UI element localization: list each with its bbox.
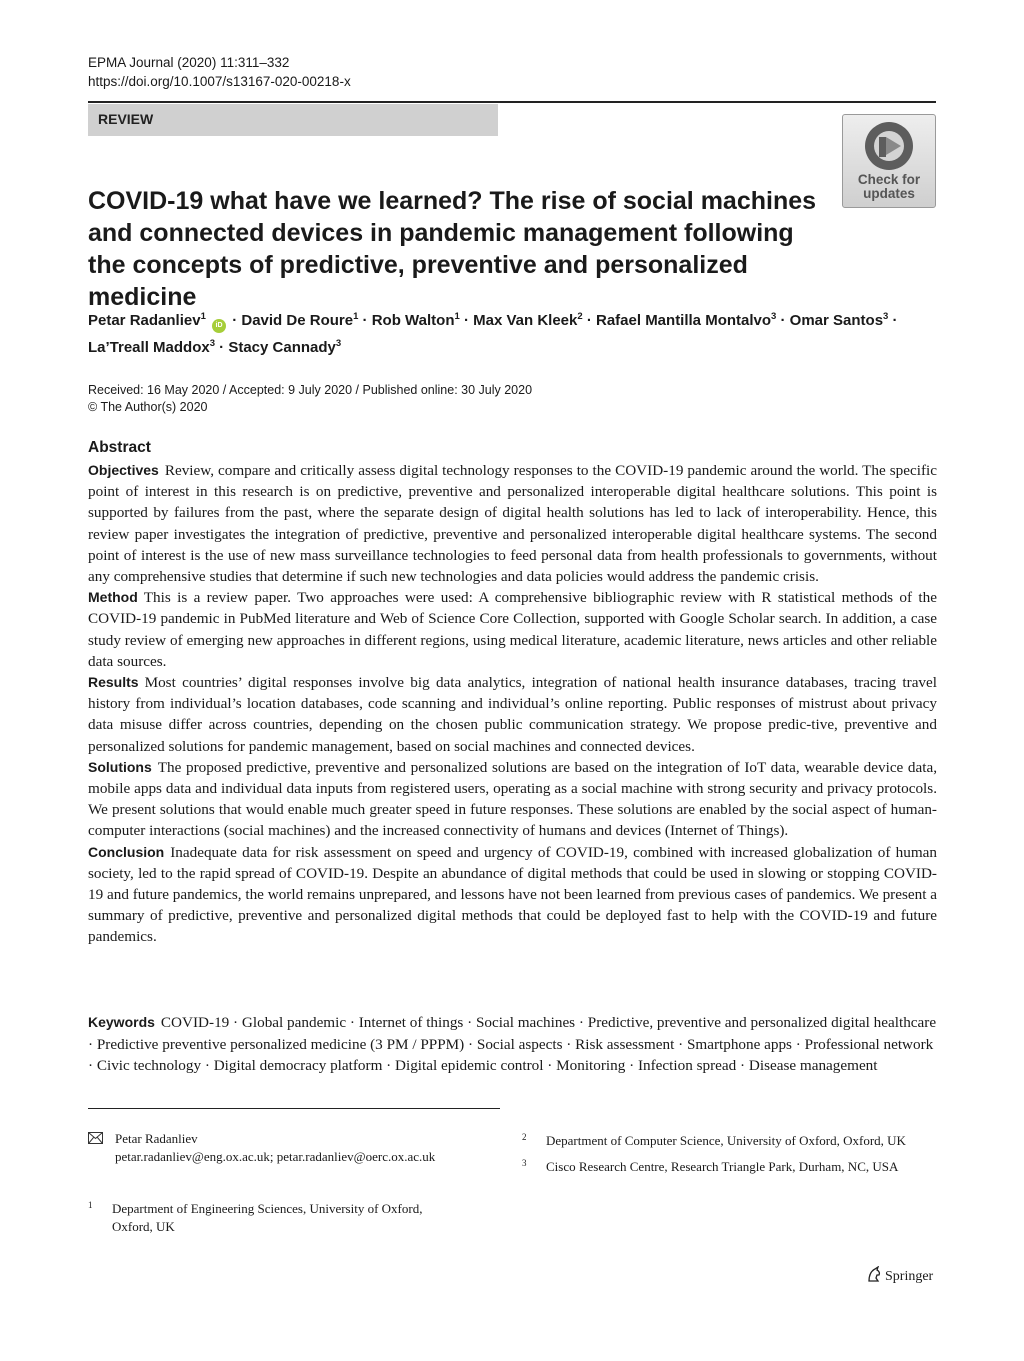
author-affiliation-ref: 3 <box>209 338 215 349</box>
abstract-results <box>88 672 937 757</box>
publisher-logo[interactable] <box>866 1266 933 1286</box>
author-name[interactable]: Rafael Mantilla Montalvo <box>596 312 772 329</box>
affiliation-text: Cisco Research Centre, Research Triangle Park, Durham, NC, USA <box>546 1159 899 1174</box>
title-line-3: the concepts of predictive, preventive and personalized medicine <box>88 251 748 311</box>
abstract-text: The proposed predictive, preventive and personalized solutions are based on the integration of IoT data, wearable device data, mobile apps data and individual data inputs from registered users, operating as a social machine with strong security and privacy protocols. We present solutions that would enable much greater speed in future responses. These solutions are enabled by the social aspect of human-computer interactions (social machines) and the increased connectivity of humans and devices (Internet of Things). <box>88 758 937 840</box>
orcid-icon[interactable]: iD <box>212 319 226 333</box>
dates-line: Received: 16 May 2020 / Accepted: 9 July 2020 / Published online: 30 July 2020 <box>88 383 533 397</box>
affiliation-number: 3 <box>522 1158 527 1168</box>
author-name[interactable]: Stacy Cannady <box>228 339 336 356</box>
envelope-icon <box>88 1132 103 1144</box>
abstract-text: This is a review paper. Two approaches were used: A comprehensive bibliographic review with R statistical methods of the COVID-19 pandemic in PubMed literature and Web of Science Core Collection, supported with Google Scholar search. In addition, a case study review of emerging new approaches in different regions, using medical literature, academic literature, news articles and other reliable data sources. <box>88 589 937 670</box>
abstract-objectives <box>88 460 937 587</box>
author-affiliation-ref: 1 <box>200 311 206 322</box>
corresponding-email[interactable]: petar.radanliev@eng.ox.ac.uk; petar.radanliev@oerc.ox.ac.uk <box>115 1149 436 1164</box>
keywords-label: Keywords <box>88 1014 155 1030</box>
abstract-conclusion <box>88 842 937 948</box>
article-title <box>88 185 828 313</box>
keywords-section <box>88 1012 937 1077</box>
badge-line-2: updates <box>863 186 915 201</box>
author-list: Petar Radanliev$^1$ iD · David De Roure$^1$ · Rob Walton$^1$ · Max Van Kleek$^2$ · Rafael Mantilla Montalvo$^3$ · Omar Santos$^3$ · La’Treall Maddox$^3$ · Stacy Cannady$^3$ <box>88 311 898 356</box>
author-affiliation-ref: 3 <box>883 311 889 322</box>
author-name[interactable]: Omar Santos <box>789 312 884 329</box>
badge-line-1: Check for <box>857 172 921 187</box>
copyright-icon: © <box>88 400 98 414</box>
crossmark-icon <box>863 119 915 173</box>
author-affiliation-ref: 2 <box>577 311 583 322</box>
author-affiliation-ref: 1 <box>353 311 359 322</box>
author-affiliation-ref: 3 <box>771 311 777 322</box>
keywords-text: COVID-19 · Global pandemic · Internet of things · Social machines · Predictive, preventive and personalized digital healthcare · Predictive preventive personalized medicine (3 PM / PPPM) · Social aspects · Risk assessment · Smartphone apps · Professional network · Civic technology · Digital democracy platform · Digital epidemic control · Monitoring · Infection spread · Disease management <box>88 1014 937 1074</box>
author-affiliation-ref: 3 <box>335 338 342 349</box>
check-for-updates-badge[interactable] <box>842 114 936 208</box>
title-line-1: COVID-19 what have we learned? The rise of social machines <box>88 187 817 215</box>
abstract-label: Results <box>88 674 139 691</box>
author-name[interactable]: Petar Radanliev <box>88 312 201 329</box>
copyright-text: The Author(s) 2020 <box>100 400 208 414</box>
abstract-text: Review, compare and critically assess digital technology responses to the COVID-19 pandemic around the world. The specific point of interest in this research is on predictive, preventive and personalized interoperable digital healthcare solutions. This point is supported by failures from the past, where the separate design of digital health solutions has led to lack of interoperability. Hence, this review paper investigates the integration of predictive, preventive and personalized interoperable digital healthcare systems. The second point of interest is the use of new mass surveillance technologies to feed personal data from health professionals to governments, without any comprehensive studies that determine if such new technologies and data policies would address the pandemic crisis. <box>88 462 937 586</box>
affiliation-text: Department of Computer Science, University of Oxford, Oxford, UK <box>546 1133 906 1148</box>
springer-horse-icon <box>866 1266 882 1283</box>
author-name[interactable]: David De Roure <box>241 312 354 329</box>
corresponding-author <box>88 1130 435 1166</box>
section-banner <box>88 104 498 136</box>
abstract-label: Objectives <box>88 462 159 478</box>
affiliation-3 <box>522 1154 898 1176</box>
affiliation-text-cont: Oxford, UK <box>112 1219 175 1234</box>
abstract-label: Method <box>88 589 138 606</box>
header-rule <box>88 101 936 103</box>
abstract-text: Most countries’ digital responses involve big data analytics, integration of national health insurance databases, tracing travel history from individual’s location databases, code scanning and individual’s online reporting. Public responses of mistrust about privacy data misuse differ across countries, depending on the chosen public communication strategy. We propose predic-tive, preventive and personalized solutions for pandemic management, based on social machines and connected devices. <box>88 674 937 755</box>
journal-citation <box>88 53 351 91</box>
title-line-2: and connected devices in pandemic management following <box>88 219 794 247</box>
corresponding-name: Petar Radanliev <box>115 1131 198 1146</box>
abstract-label: Solutions <box>88 758 152 775</box>
affiliation-2 <box>522 1128 906 1150</box>
journal-line: EPMA Journal (2020) 11:311–332 <box>88 55 290 70</box>
publication-dates <box>88 382 532 416</box>
affiliation-number: 1 <box>88 1200 93 1210</box>
abstract-section <box>88 438 937 948</box>
abstract-solutions <box>88 757 937 842</box>
abstract-text: Inadequate data for risk assessment on speed and urgency of COVID-19, combined with increased globalization of human society, led to the rapid spread of COVID-19. Despite an abundance of digital methods that could be used in slowing or stopping COVID-19 and future pandemics, the world remains unprepared, and lessons have not been learned from previous cases of pandemics. We present a summary of predictive, preventive and personalized digital methods that could be deployed fast to help with the COVID-19 and future pandemics. <box>88 843 937 946</box>
author-name[interactable]: Rob Walton <box>371 312 455 329</box>
author-name[interactable]: Max Van Kleek <box>473 312 578 329</box>
affiliation-number: 2 <box>522 1132 527 1142</box>
abstract-method <box>88 587 937 672</box>
affiliation-1 <box>88 1196 468 1236</box>
affiliation-text: Department of Engineering Sciences, University of Oxford, <box>112 1201 423 1216</box>
abstract-label: Conclusion <box>88 843 165 860</box>
doi-link[interactable]: https://doi.org/10.1007/s13167-020-00218-x <box>88 74 351 89</box>
footnote-rule <box>88 1108 500 1109</box>
section-label: REVIEW <box>98 111 154 127</box>
author-name[interactable]: La’Treall Maddox <box>88 339 210 356</box>
publisher-name: Springer <box>885 1269 934 1284</box>
abstract-heading: Abstract <box>88 439 151 456</box>
author-affiliation-ref: 1 <box>454 311 460 322</box>
